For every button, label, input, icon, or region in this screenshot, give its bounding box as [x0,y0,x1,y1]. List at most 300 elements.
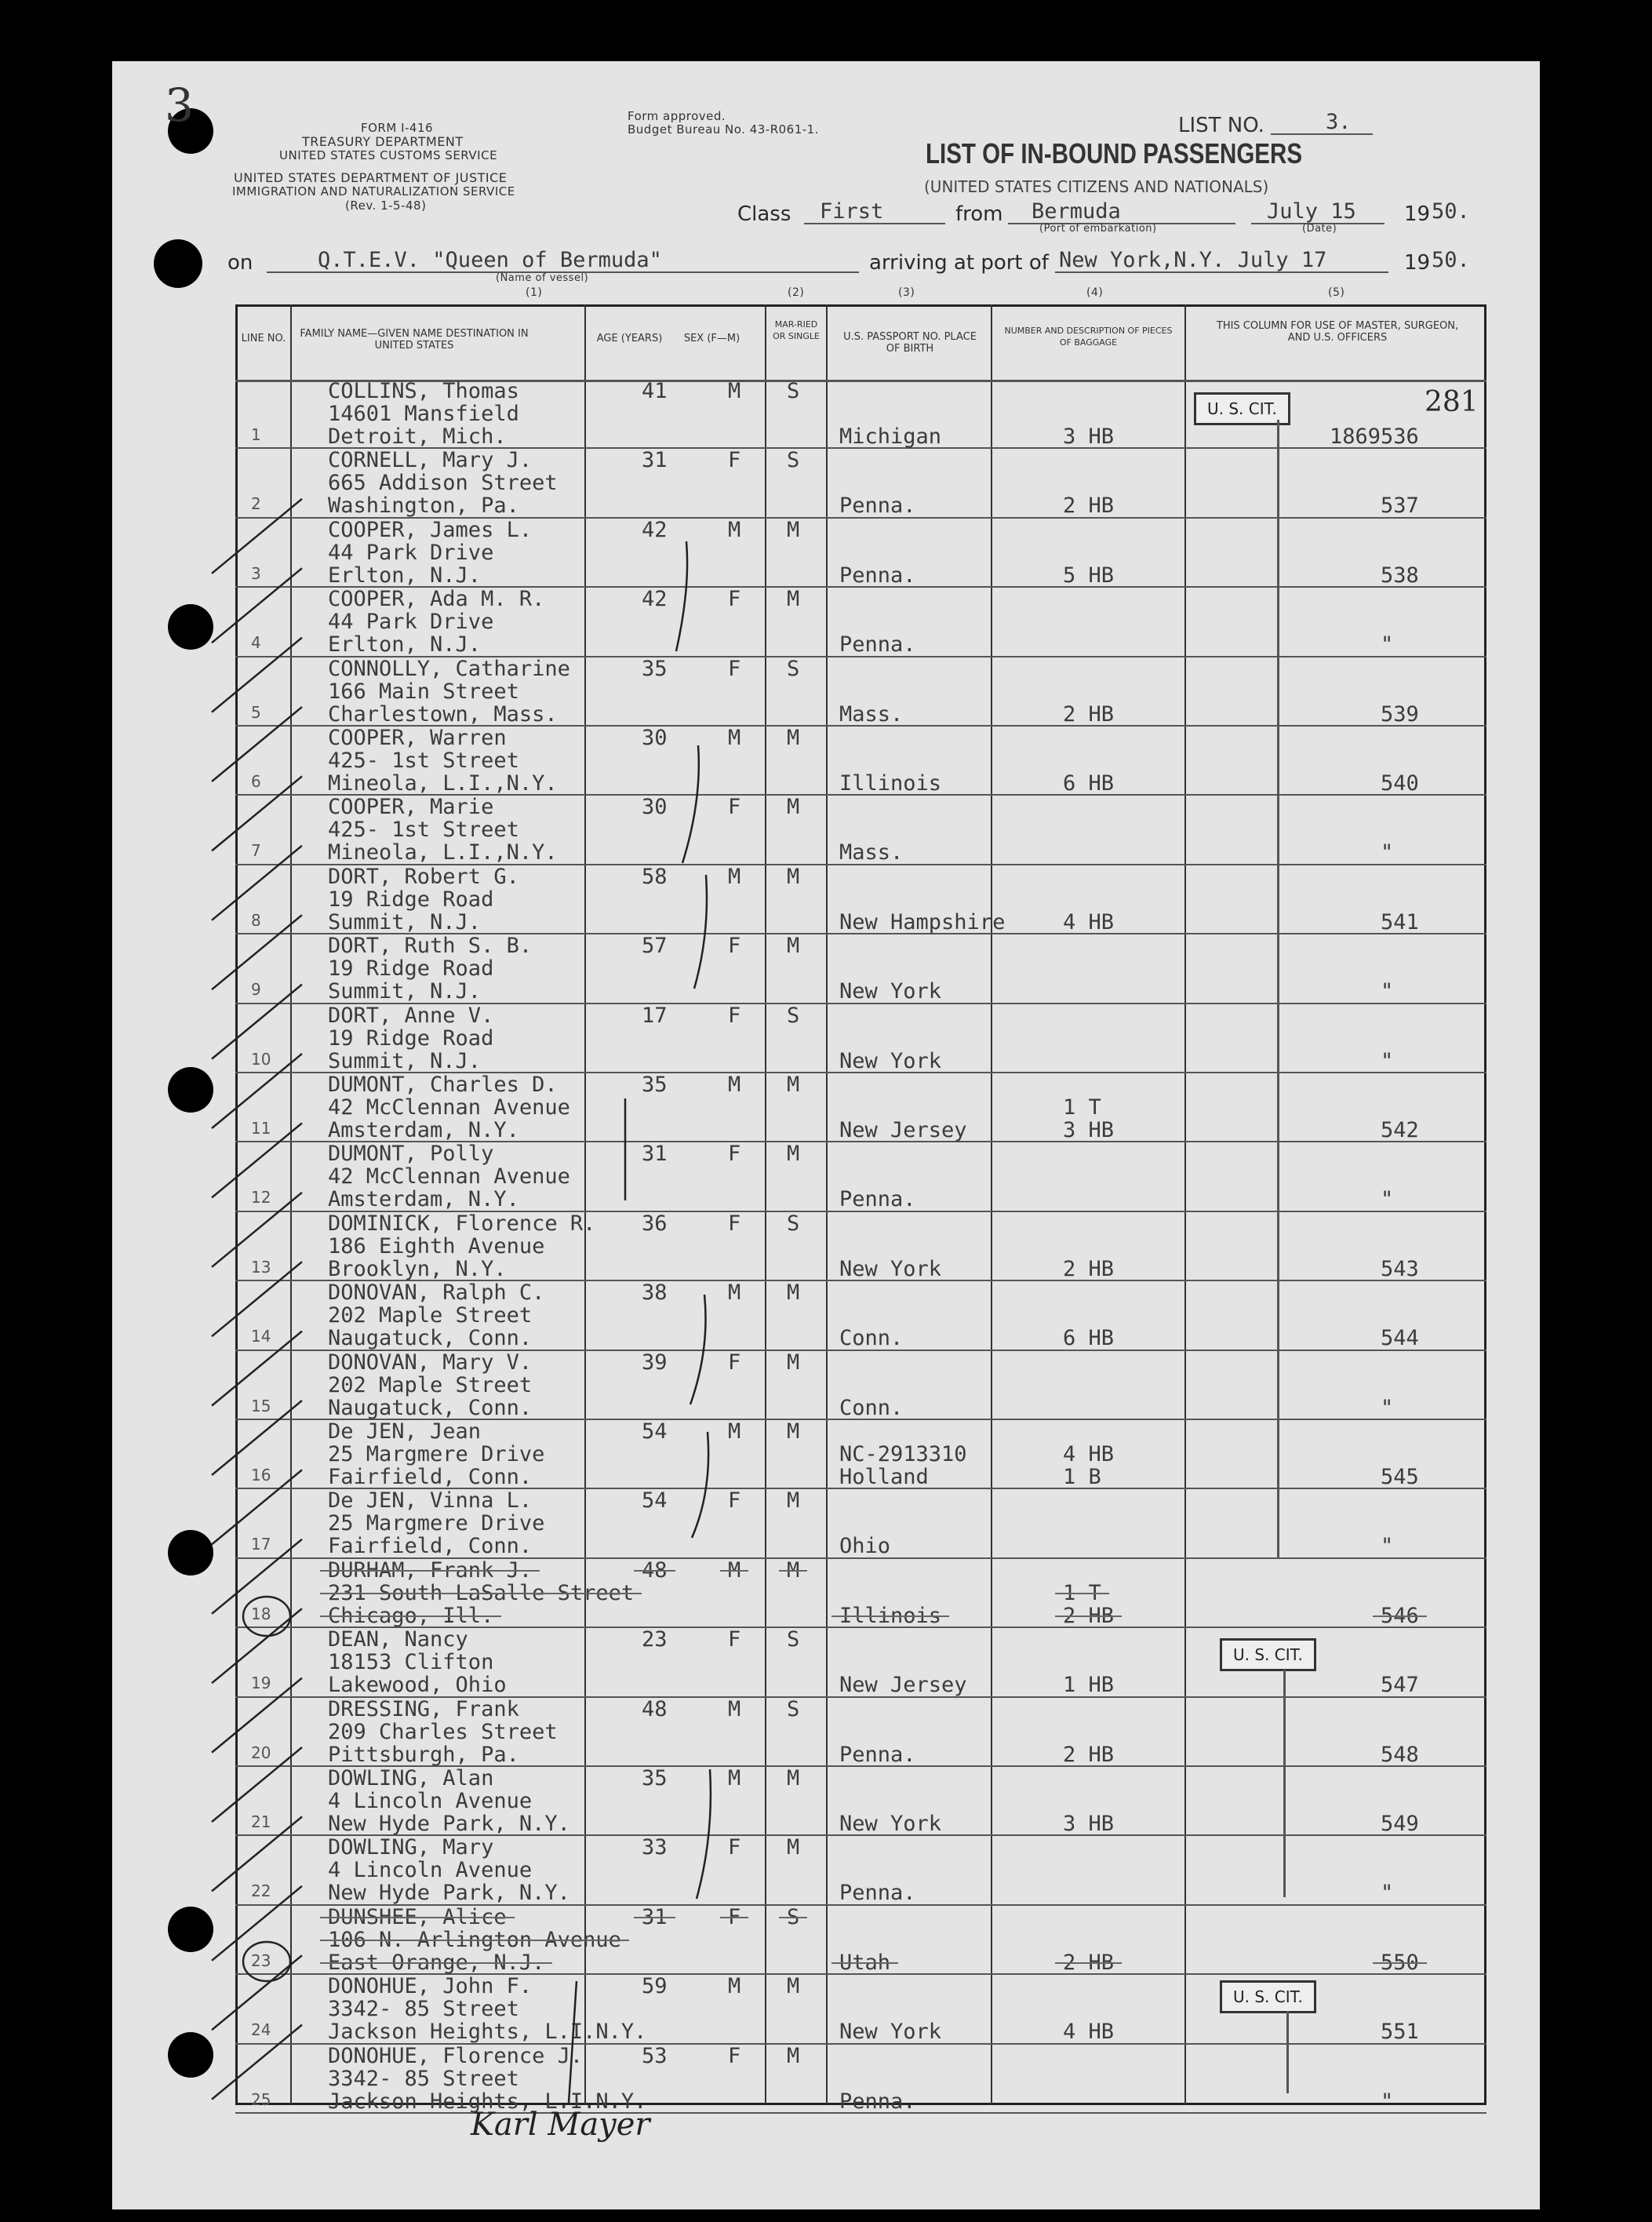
place-of-birth: Penna. [839,1187,916,1212]
destination-city: Detroit, Mich. [328,424,507,449]
agency-treasury: TREASURY DEPARTMENT [302,134,464,149]
baggage-count: 2 HB [1063,1603,1115,1628]
sex-value: F [728,1350,741,1375]
line-number: 19 [251,1674,271,1693]
line-number: 10 [251,1049,271,1069]
destination-city: Chicago, Ill. [328,1603,494,1628]
marital-status: M [787,795,800,820]
age-value: 30 [642,726,668,750]
budget-bureau: Budget Bureau No. 43-R061-1. [628,122,819,137]
officer-number: 538 [1381,563,1419,588]
baggage-count: 4 HB [1063,2020,1115,2045]
arriving-label: arriving at port of [869,251,1049,275]
table-row [235,1698,1486,1767]
header-sex: SEX (F—M) [683,333,740,344]
age-value: 48 [642,1557,668,1583]
line-number: 7 [251,841,261,861]
table-row [235,1906,1486,1975]
table-row [235,1004,1486,1073]
age-value: 38 [642,1280,668,1306]
passenger-name: DONOHUE, John F. [328,1974,533,1999]
table-row [235,727,1486,796]
age-value: 54 [642,1488,668,1514]
date-caption: (Date) [1302,223,1337,235]
from-port: Bermuda [1032,199,1121,224]
passenger-name: COOPER, Marie [328,795,494,820]
age-value: 39 [642,1350,668,1375]
passenger-name: DUMONT, Polly [328,1142,494,1167]
line-number: 2 [251,494,261,514]
binder-hole [168,1530,213,1575]
officer-number: " [1381,2089,1394,2114]
age-value: 35 [642,656,668,681]
table-row [235,1489,1486,1558]
marital-status: M [787,1766,800,1790]
line-number: 11 [251,1119,271,1138]
line-number: 20 [251,1743,271,1762]
table-row [235,657,1486,727]
sex-value: F [728,656,741,681]
street-address: 42 McClennan Avenue [328,1095,570,1120]
marital-status: M [787,1488,800,1514]
street-address: 425- 1st Street [328,749,519,773]
passenger-table [235,304,1486,2114]
binder-hole [168,1907,213,1952]
line-number: 6 [251,772,261,791]
header-baggage: NUMBER AND DESCRIPTION OF PIECES OF BAGGAGE [1004,326,1173,348]
header-officers: THIS COLUMN FOR USE OF MASTER, SURGEON, AND U.S. OFFICERS [1216,320,1459,344]
sex-value: M [728,1557,741,1583]
place-of-birth: New Hampshire [839,909,1006,934]
baggage-count: 2 HB [1063,1950,1115,1975]
list-number: 3. [1326,110,1352,134]
arrival-line [1055,271,1388,273]
sex-value: F [728,1488,741,1514]
marital-status: M [787,1142,800,1167]
form-title: LIST OF IN-BOUND PASSENGERS [926,137,1303,169]
passenger-name: De JEN, Jean [328,1419,482,1444]
form-revision: (Rev. 1-5-48) [345,199,427,213]
officer-number: 542 [1381,1118,1419,1142]
destination-city: Erlton, N.J. [328,632,482,657]
line-number: 1 [251,425,261,444]
line-number: 13 [251,1257,271,1277]
on-label: on [227,251,253,275]
stamp-bracket-line [1277,420,1279,1557]
age-value: 23 [642,1627,668,1652]
destination-city: Jackson Heights, L.I.N.Y. [328,2020,647,2045]
class-line [804,223,945,224]
passenger-name: DOWLING, Mary [328,1835,494,1860]
officer-number: 541 [1381,909,1419,934]
street-address: 202 Maple Street [328,1372,533,1397]
marital-status: M [787,517,800,542]
sex-value: F [728,1142,741,1167]
officer-number: 545 [1381,1465,1419,1489]
line-number: 15 [251,1396,271,1415]
passenger-name: DURHAM, Frank J. [328,1557,533,1583]
table-row [235,865,1486,934]
baggage-count: 2 HB [1063,494,1115,519]
destination-city: New Hyde Park, N.Y. [328,1881,570,1906]
arrival-port-date: New York,N.Y. July 17 [1059,248,1327,272]
line-number: 21 [251,1812,271,1831]
place-of-birth: Michigan [839,424,942,449]
officer-number: 547 [1381,1673,1419,1698]
age-value: 42 [642,517,668,542]
officer-number: 544 [1381,1326,1419,1351]
marital-status: S [787,1003,800,1028]
table-row [235,1559,1486,1628]
baggage-count: 2 HB [1063,1742,1115,1767]
passenger-name: DONOVAN, Ralph C. [328,1280,545,1306]
port-embark-caption: (Port of embarkation) [1039,223,1157,235]
officer-number: 549 [1381,1812,1419,1836]
sex-value: M [728,1073,741,1097]
marital-status: S [787,379,800,403]
table-row [235,519,1486,588]
passenger-name: DORT, Anne V. [328,1003,494,1028]
baggage-count: 1 HB [1063,1673,1115,1698]
table-row [235,1767,1486,1836]
place-of-birth: New Jersey [839,1673,967,1698]
form-approval: Form approved. [628,109,726,123]
binder-hole [168,2032,213,2078]
marital-status: S [787,1904,800,1929]
sex-value: M [728,1419,741,1444]
vessel-caption: (Name of vessel) [496,272,589,284]
officer-number: " [1381,979,1394,1004]
sex-value: F [728,2043,741,2068]
line-number: 16 [251,1466,271,1484]
street-address: 166 Main Street [328,679,519,704]
sex-value: F [728,934,741,959]
sex-value: F [728,1211,741,1236]
passenger-name: CONNOLLY, Catharine [328,656,570,681]
place-of-birth: Conn. [839,1326,904,1351]
table-row [235,1281,1486,1350]
place-of-birth: New York [839,2020,942,2045]
passenger-name: DONOHUE, Florence J. [328,2043,584,2068]
marital-status: M [787,1419,800,1444]
line-number: 17 [251,1535,271,1554]
marital-status: M [787,1974,800,1999]
passenger-name: COOPER, Ada M. R. [328,587,545,612]
marital-status: S [787,448,800,473]
destination-city: Naugatuck, Conn. [328,1395,533,1420]
header-name: FAMILY NAME—GIVEN NAME DESTINATION IN UNITED STATES [300,328,529,352]
destination-city: Fairfield, Conn. [328,1534,533,1559]
table-row [235,1836,1486,1905]
table-row [235,1073,1486,1142]
sex-value: M [728,726,741,750]
place-of-birth: Penna. [839,494,916,519]
destination-city: Lakewood, Ohio [328,1673,507,1698]
age-value: 35 [642,1766,668,1790]
place-of-birth: Penna. [839,632,916,657]
passport-number: NC-2913310 [839,1442,967,1466]
passenger-name: DOMINICK, Florence R. [328,1211,596,1236]
sex-value: F [728,795,741,820]
baggage-count: 1 T [1063,1095,1101,1120]
baggage-count: 6 HB [1063,771,1115,796]
departure-year: 50. [1432,199,1470,224]
header-passport: U.S. PASSPORT NO. PLACE OF BIRTH [843,331,977,355]
line-number: 12 [251,1188,271,1208]
place-of-birth: Ohio [839,1534,891,1559]
place-of-birth: Illinois [839,771,942,796]
place-of-birth: Penna. [839,563,916,588]
table-row [235,588,1486,657]
line-number: 24 [251,2020,271,2040]
signature: Karl Mayer [471,2107,650,2143]
officer-number: " [1381,1187,1394,1212]
agency-customs: UNITED STATES CUSTOMS SERVICE [279,148,498,162]
officer-number: 551 [1381,2020,1419,2045]
stamp-bracket-line [1283,1670,1286,1897]
class-value: First [820,199,884,224]
baggage-count: 6 HB [1063,1326,1115,1351]
street-address: 3342- 85 Street [328,1997,519,2022]
sex-value: F [728,1627,741,1652]
age-value: 53 [642,2043,668,2068]
place-of-birth: New York [839,1812,942,1836]
age-value: 54 [642,1419,668,1444]
col-number-5: (5) [1328,286,1345,299]
street-address: 425- 1st Street [328,818,519,843]
table-row [235,934,1486,1004]
marital-status: M [787,1350,800,1375]
table-row [235,2045,1486,2114]
line-number: 25 [251,2089,271,2109]
sex-value: M [728,379,741,403]
destination-city: Fairfield, Conn. [328,1465,533,1489]
age-value: 31 [642,448,668,473]
table-row [235,380,1486,449]
street-address: 209 Charles Street [328,1719,558,1744]
age-value: 41 [642,379,668,403]
line-number: 8 [251,910,261,930]
place-of-birth: Conn. [839,1395,904,1420]
street-address: 3342- 85 Street [328,2066,519,2091]
passenger-name: DORT, Robert G. [328,864,519,889]
passenger-name: DUMONT, Charles D. [328,1073,558,1097]
form-number: FORM I-416 [361,121,434,135]
officer-number: " [1381,1534,1394,1559]
destination-city: East Orange, N.J. [328,1950,545,1975]
baggage-count: 3 HB [1063,1812,1115,1836]
passenger-name: DUNSHEE, Alice [328,1904,507,1929]
marital-status: M [787,1280,800,1306]
marital-status: M [787,587,800,612]
destination-city: New Hyde Park, N.Y. [328,1812,570,1836]
street-address: 665 Addison Street [328,471,558,496]
passenger-name: DEAN, Nancy [328,1627,468,1652]
form-subtitle: (UNITED STATES CITIZENS AND NATIONALS) [924,177,1269,196]
destination-city: Amsterdam, N.Y. [328,1118,519,1142]
marital-status: M [787,934,800,959]
from-label: from [955,202,1003,226]
departure-year-prefix: 19 [1404,202,1431,226]
col-number-1: (1) [526,286,543,299]
passenger-name: COOPER, James L. [328,517,533,542]
passenger-name: DONOVAN, Mary V. [328,1350,533,1375]
street-address: 42 McClennan Avenue [328,1164,570,1189]
age-value: 17 [642,1003,668,1028]
passenger-name: COLLINS, Thomas [328,379,519,403]
age-value: 58 [642,864,668,889]
place-of-birth: Holland [839,1465,929,1489]
street-address: 19 Ridge Road [328,887,494,912]
officer-number: " [1381,632,1394,657]
place-of-birth: New York [839,1256,942,1281]
marital-status: M [787,726,800,750]
officer-number: 546 [1381,1603,1419,1628]
us-citizen-stamp: U. S. CIT. [1220,1980,1316,2013]
us-citizen-stamp: U. S. CIT. [1194,392,1290,425]
sex-value: F [728,448,741,473]
marital-status: S [787,1211,800,1236]
table-row [235,1351,1486,1420]
marital-status: M [787,864,800,889]
age-value: 30 [642,795,668,820]
line-number: 23 [251,1951,271,1970]
age-value: 42 [642,587,668,612]
passenger-name: CORNELL, Mary J. [328,448,533,473]
marital-status: S [787,1696,800,1721]
age-value: 33 [642,1835,668,1860]
baggage-count: 4 HB [1063,909,1115,934]
pencil-list-number: 3 [165,78,194,132]
stamp-bracket-line [1286,2011,1289,2093]
officer-number: " [1381,1395,1394,1420]
officer-number: 548 [1381,1742,1419,1767]
officer-number: " [1381,840,1394,865]
destination-city: Mineola, L.I.,N.Y. [328,771,558,796]
destination-city: Amsterdam, N.Y. [328,1187,519,1212]
sex-value: M [728,864,741,889]
place-of-birth: New York [839,979,942,1004]
marital-status: S [787,656,800,681]
baggage-count: 4 HB [1063,1442,1115,1466]
destination-city: Charlestown, Mass. [328,701,558,727]
col-number-4: (4) [1086,286,1104,299]
place-of-birth: Mass. [839,701,904,727]
marital-status: M [787,1557,800,1583]
place-of-birth: Mass. [839,840,904,865]
baggage-count: 1 T [1063,1580,1101,1605]
officer-number: 550 [1381,1950,1419,1975]
officer-number: " [1381,1048,1394,1073]
street-address: 25 Margmere Drive [328,1442,545,1466]
place-of-birth: New York [839,1048,942,1073]
agency-ins: IMMIGRATION AND NATURALIZATION SERVICE [232,184,515,199]
table-row [235,1142,1486,1211]
destination-city: Erlton, N.J. [328,563,482,588]
sex-value: M [728,1696,741,1721]
sex-value: M [728,1766,741,1790]
marital-status: M [787,1835,800,1860]
baggage-count: 1 B [1063,1465,1101,1489]
destination-city: Washington, Pa. [328,494,519,519]
sex-value: F [728,1904,741,1929]
marital-status: M [787,2043,800,2068]
age-value: 31 [642,1904,668,1929]
header-line-no: LINE NO. [241,333,286,344]
street-address: 19 Ridge Road [328,956,494,982]
street-address: 202 Maple Street [328,1303,533,1328]
passenger-name: DOWLING, Alan [328,1766,494,1790]
street-address: 25 Margmere Drive [328,1511,545,1536]
line-number: 18 [251,1604,271,1623]
baggage-count: 5 HB [1063,563,1115,588]
street-address: 18153 Clifton [328,1650,494,1675]
marital-status: M [787,1073,800,1097]
officer-number: " [1381,1881,1394,1906]
officer-number: 537 [1381,494,1419,519]
table-row [235,1420,1486,1489]
destination-city: Jackson Heights, L.I.N.Y. [328,2089,647,2114]
list-label: LIST NO. [1178,114,1264,137]
street-address: 19 Ridge Road [328,1025,494,1051]
sex-value: M [728,1280,741,1306]
officer-number: 539 [1381,701,1419,727]
sex-value: M [728,517,741,542]
line-number: 14 [251,1327,271,1346]
table-row [235,796,1486,865]
age-value: 31 [642,1142,668,1167]
line-number: 3 [251,563,261,583]
sex-value: F [728,587,741,612]
place-of-birth: Illinois [839,1603,942,1628]
baggage-count: 2 HB [1063,1256,1115,1281]
arrival-year: 50. [1432,248,1470,272]
binder-hole [168,604,213,650]
passenger-name: De JEN, Vinna L. [328,1488,533,1514]
destination-city: Pittsburgh, Pa. [328,1742,519,1767]
binder-hole [154,239,202,288]
baggage-count: 3 HB [1063,424,1115,449]
street-address: 14601 Mansfield [328,402,519,426]
table-row [235,1212,1486,1281]
officer-number: 1869536 [1330,424,1419,449]
passenger-name: DORT, Ruth S. B. [328,934,533,959]
vessel-name: Q.T.E.V. "Queen of Bermuda" [318,248,662,272]
officer-number: 543 [1381,1256,1419,1281]
departure-date: July 15 [1267,199,1356,224]
passenger-name: DRESSING, Frank [328,1696,519,1721]
binder-hole [168,1067,213,1113]
baggage-count: 3 HB [1063,1118,1115,1142]
street-address: 4 Lincoln Avenue [328,1789,533,1813]
line-number: 22 [251,1881,271,1901]
destination-city: Naugatuck, Conn. [328,1326,533,1351]
destination-city: Summit, N.J. [328,979,482,1004]
line-number: 9 [251,980,261,1000]
destination-city: Summit, N.J. [328,1048,482,1073]
col-number-2: (2) [788,286,805,299]
age-value: 35 [642,1073,668,1097]
arrival-year-prefix: 19 [1404,251,1431,275]
age-value: 48 [642,1696,668,1721]
street-address: 186 Eighth Avenue [328,1233,545,1259]
officer-number: 540 [1381,771,1419,796]
age-value: 36 [642,1211,668,1236]
street-address: 44 Park Drive [328,540,494,565]
line-number: 5 [251,702,261,722]
marital-status: S [787,1627,800,1652]
street-address: 4 Lincoln Avenue [328,1858,533,1883]
